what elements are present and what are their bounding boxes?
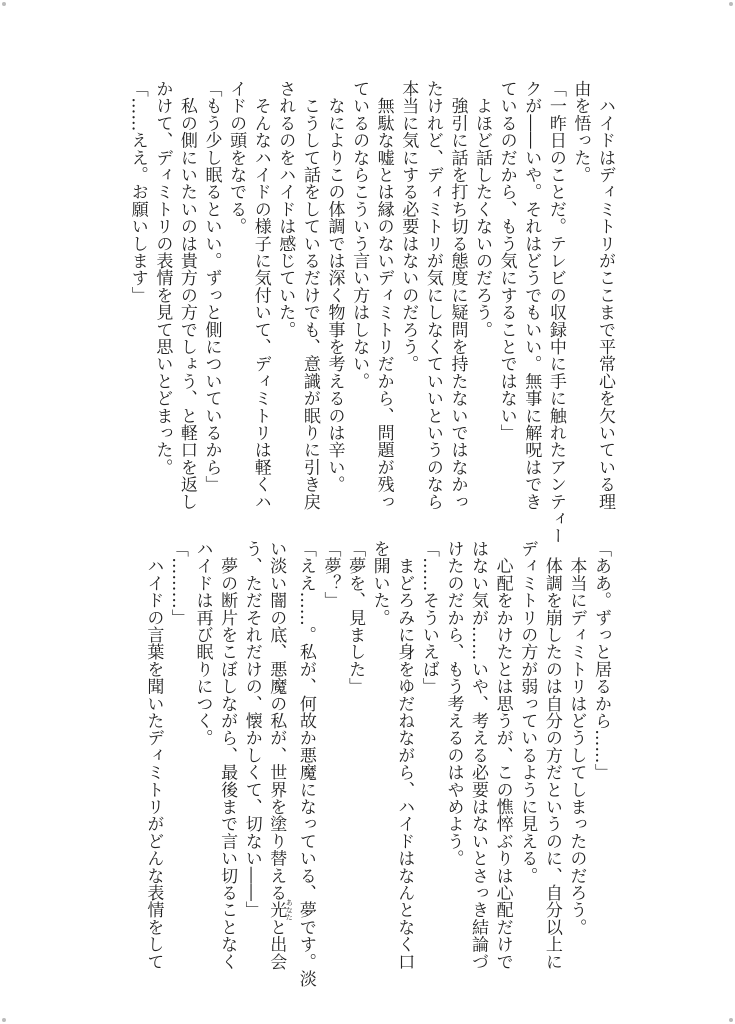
text-line-content: 由を悟った。 bbox=[570, 80, 591, 184]
text-line bbox=[165, 540, 190, 950]
text-line-content: 「ああ。ずっと居るから……」 bbox=[591, 540, 611, 781]
text-line-content: い淡い闇の底、悪魔の私が、世界を塗り替える bbox=[266, 540, 287, 902]
text-line bbox=[224, 80, 249, 490]
text-line-content: 「………」 bbox=[167, 540, 188, 626]
text-line bbox=[150, 80, 175, 490]
text-line-content: と出会 bbox=[266, 918, 287, 971]
text-line-content: けたのだから、もう考えるのはやめよう。 bbox=[443, 540, 464, 867]
text-line bbox=[141, 540, 166, 970]
text-line-content: ているのならこういう言い方はしない。 bbox=[349, 80, 370, 390]
text-line bbox=[441, 540, 466, 950]
text-line-content: う、ただそれだけの、懐かしくて、切ない――」 bbox=[241, 540, 262, 919]
text-line bbox=[490, 540, 515, 970]
text-line-content: まどろみに身をゆだねながら、ハイドはなんとなく口 bbox=[394, 540, 415, 970]
crop-mark bbox=[2, 2, 6, 6]
text-line bbox=[190, 540, 215, 950]
text-line bbox=[371, 80, 396, 510]
text-line-content: 体調を崩したのは自分の方だというのに、自分以上に bbox=[541, 540, 562, 970]
text-line bbox=[396, 80, 421, 490]
text-line-content: なによりこの体調では深く物事を考えるのは辛い。 bbox=[324, 80, 345, 493]
text-line bbox=[420, 80, 445, 510]
text-line-content: ているのだから、もう気にすることではない」 bbox=[496, 80, 517, 442]
text-line-content: 「一昨日のことだ。テレビの収録中に手に触れたアンティー bbox=[545, 80, 566, 545]
text-line-content: 私の側にいたいのは貴方の方でしょう、と軽口を返し bbox=[176, 80, 197, 510]
text-line bbox=[318, 540, 343, 950]
text-line bbox=[416, 540, 441, 950]
text-line-content: を開いた。 bbox=[369, 540, 390, 626]
crop-mark bbox=[729, 1018, 733, 1022]
text-line bbox=[367, 540, 392, 950]
ruby-reading: あなた bbox=[285, 899, 294, 921]
text-line bbox=[293, 540, 318, 988]
text-line-content: イドの頭をなでる。 bbox=[226, 80, 247, 235]
text-line bbox=[322, 80, 347, 493]
text-line-content: かけて、ディミトリの表情を見て思いとどまった。 bbox=[152, 80, 173, 476]
text-line bbox=[248, 80, 273, 510]
crop-mark bbox=[729, 2, 733, 6]
text-line-content: ハイドは再び眠りにつく。 bbox=[192, 540, 213, 747]
text-line bbox=[588, 540, 613, 950]
text-line-content: 夢の断片をこぼしながら、最後まで言い切ることなく bbox=[217, 540, 238, 970]
text-line-content: 「……そういえば」 bbox=[418, 540, 439, 695]
text-line-content: ディミトリの方が弱っているように見える。 bbox=[517, 540, 538, 884]
text-line bbox=[564, 540, 589, 950]
text-line bbox=[515, 540, 540, 950]
text-line-content: ハイドの言葉を聞いたディミトリがどんな表情をして bbox=[143, 540, 164, 970]
ruby-base: 光 bbox=[266, 899, 287, 921]
upper-text-block bbox=[125, 80, 617, 545]
text-line bbox=[465, 540, 490, 970]
text-line-content: 無駄な嘘とは縁のないディミトリだから、問題が残っ bbox=[373, 80, 394, 510]
text-line bbox=[494, 80, 519, 490]
text-line-content: たけれど、ディミトリが気にしなくていいというのなら bbox=[422, 80, 443, 510]
text-line bbox=[445, 80, 470, 510]
text-line bbox=[519, 80, 544, 510]
text-line bbox=[592, 80, 617, 510]
text-line-content: 心配をかけたとは思うが、この憔悴ぶりは心配だけで bbox=[492, 540, 513, 970]
text-line bbox=[174, 80, 199, 510]
lower-text-block bbox=[141, 540, 613, 988]
text-line bbox=[469, 80, 494, 490]
text-line bbox=[297, 80, 322, 510]
text-line-content: 「……ええ。お願いします」 bbox=[127, 80, 148, 304]
text-line bbox=[342, 540, 367, 950]
text-line bbox=[568, 80, 593, 490]
text-line bbox=[239, 540, 264, 950]
text-line bbox=[346, 80, 371, 490]
text-line-content: 「ええ……。私が、何故か悪魔になっている、夢です。淡 bbox=[295, 540, 316, 988]
text-line-content: 「夢を、見ました」 bbox=[345, 540, 366, 695]
text-line bbox=[273, 80, 298, 490]
text-line bbox=[125, 80, 150, 490]
text-line-content: 本当に気にする必要はないのだろう。 bbox=[398, 80, 419, 373]
text-line-content: はない気が……いや、考える必要はないとさっき結論づ bbox=[468, 540, 489, 970]
crop-mark bbox=[2, 1018, 6, 1022]
text-line-content: 強引に話を打ち切る態度に疑問を持たないではなかっ bbox=[447, 80, 468, 510]
text-line-content: ハイドはディミトリがここまで平常心を欠いている理 bbox=[595, 80, 615, 510]
text-line-content: クが――いや。それはどうでもいい。無事に解呪はでき bbox=[521, 80, 542, 510]
text-line-content: よほど話したくないのだろう。 bbox=[472, 80, 493, 338]
text-line bbox=[264, 540, 294, 971]
text-line-content: 「もう少し眠るといい。ずっと側についているから」 bbox=[201, 80, 222, 493]
text-line bbox=[539, 540, 564, 970]
text-line bbox=[199, 80, 224, 493]
text-line-content: されるのをハイドは感じていた。 bbox=[275, 80, 296, 338]
text-line-content: こうして話をしているだけでも、意識が眠りに引き戻 bbox=[299, 80, 320, 510]
text-line-content: そんなハイドの様子に気付いて、ディミトリは軽くハ bbox=[250, 80, 271, 510]
text-line bbox=[215, 540, 240, 970]
text-line bbox=[543, 80, 568, 545]
text-line-content: 「夢？」 bbox=[320, 540, 341, 609]
text-line bbox=[392, 540, 417, 970]
ruby-annotation bbox=[266, 899, 294, 921]
text-line-content: 本当にディミトリはどうしてしまったのだろう。 bbox=[566, 540, 587, 936]
